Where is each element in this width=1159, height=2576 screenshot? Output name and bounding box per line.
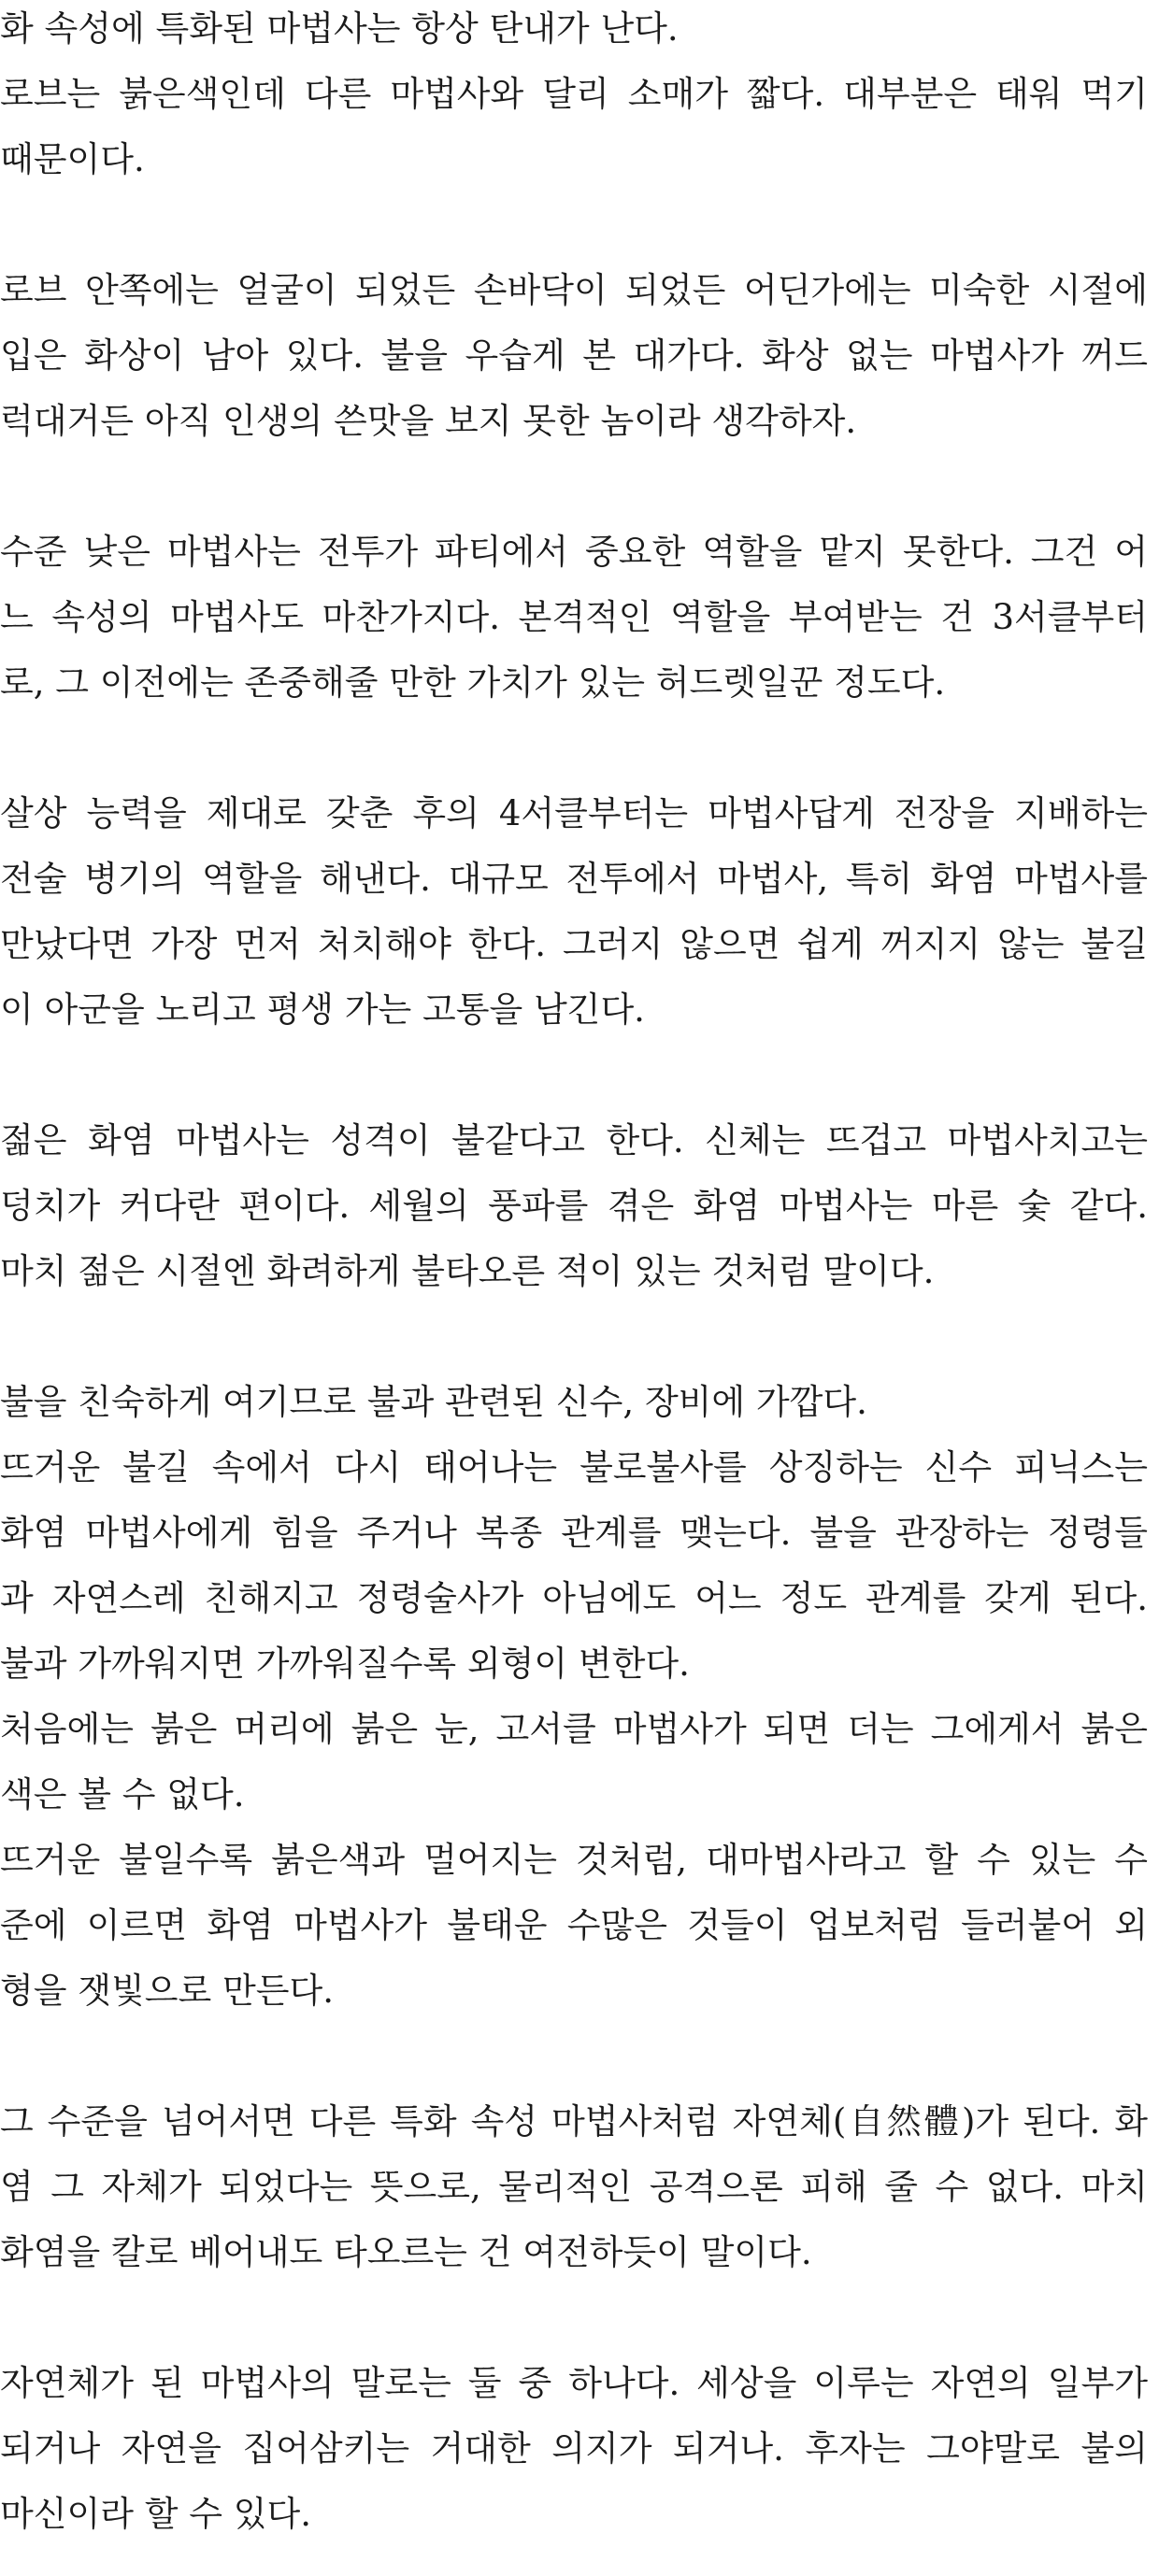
text-line: 마신이라 할 수 있다.	[0, 2494, 311, 2534]
text-line: 로브는 붉은색인데 다른 마법사와 달리 소매가 짧다. 대부분은 태워 먹기	[0, 74, 1148, 114]
text-line: 입은 화상이 남아 있다. 불을 우습게 본 대가다. 화상 없는 마법사가 꺼드	[0, 335, 1148, 376]
text-line: 전술 병기의 역할을 해낸다. 대규모 전투에서 마법사, 특히 화염 마법사를	[0, 859, 1148, 899]
text-line: 염 그 자체가 되었다는 뜻으로, 물리적인 공격으론 피해 줄 수 없다. 마치	[0, 2167, 1148, 2207]
text-line: 과 자연스레 친해지고 정령술사가 아님에도 어느 정도 관계를 갖게 된다.	[0, 1578, 1148, 1618]
text-line: 로, 그 이전에는 존중해줄 만한 가치가 있는 허드렛일꾼 정도다.	[0, 662, 946, 703]
text-line: 형을 잿빛으로 만든다.	[0, 1971, 334, 2011]
text-line: 수준 낮은 마법사는 전투가 파티에서 중요한 역할을 맡지 못한다. 그건 어	[0, 532, 1148, 572]
text-line: 마치 젊은 시절엔 화려하게 불타오른 적이 있는 것처럼 말이다.	[0, 1251, 935, 1291]
text-line: 처음에는 붉은 머리에 붉은 눈, 고서클 마법사가 되면 더는 그에게서 붉은	[0, 1709, 1148, 1749]
text-line: 럭대거든 아직 인생의 쓴맛을 보지 못한 놈이라 생각하자.	[0, 401, 857, 441]
text-line: 만났다면 가장 먼저 처치해야 한다. 그러지 않으면 쉽게 꺼지지 않는 불길	[0, 924, 1148, 964]
text-line: 자연체가 된 마법사의 말로는 둘 중 하나다. 세상을 이루는 자연의 일부가	[0, 2363, 1148, 2403]
text-line: 뜨거운 불일수록 붉은색과 멀어지는 것처럼, 대마법사라고 할 수 있는 수	[0, 1840, 1148, 1880]
text-line: 덩치가 커다란 편이다. 세월의 풍파를 겪은 화염 마법사는 마른 숯 같다.	[0, 1186, 1148, 1226]
text-line: 준에 이르면 화염 마법사가 불태운 수많은 것들이 업보처럼 들러붙어 외	[0, 1905, 1148, 1945]
text-line: 젊은 화염 마법사는 성격이 불같다고 한다. 신체는 뜨겁고 마법사치고는	[0, 1120, 1148, 1160]
text-line: 뜨거운 불길 속에서 다시 태어나는 불로불사를 상징하는 신수 피닉스는	[0, 1447, 1148, 1487]
text-line: 불을 친숙하게 여기므로 불과 관련된 신수, 장비에 가깝다.	[0, 1382, 867, 1422]
text-line: 살상 능력을 제대로 갖춘 후의 4서클부터는 마법사답게 전장을 지배하는	[0, 793, 1148, 833]
text-line: 되거나 자연을 집어삼키는 거대한 의지가 되거나. 후자는 그야말로 불의	[0, 2428, 1148, 2469]
text-line: 느 속성의 마법사도 마찬가지다. 본격적인 역할을 부여받는 건 3서클부터	[0, 597, 1148, 637]
text-line: 화염 마법사에게 힘을 주거나 복종 관계를 맺는다. 불을 관장하는 정령들	[0, 1513, 1148, 1553]
text-line: 로브 안쪽에는 얼굴이 되었든 손바닥이 되었든 어딘가에는 미숙한 시절에	[0, 270, 1148, 310]
text-line: 화염을 칼로 베어내도 타오르는 건 여전하듯이 말이다.	[0, 2232, 812, 2272]
text-line: 화 속성에 특화된 마법사는 항상 탄내가 난다.	[0, 8, 679, 49]
text-line: 불과 가까워지면 가까워질수록 외형이 변한다.	[0, 1644, 690, 1684]
text-line: 색은 볼 수 없다.	[0, 1774, 245, 1815]
text-line: 이 아군을 노리고 평생 가는 고통을 남긴다.	[0, 989, 645, 1030]
text-line: 때문이다.	[0, 139, 145, 179]
text-line: 그 수준을 넘어서면 다른 특화 속성 마법사처럼 자연체(自然體)가 된다. 화	[0, 2101, 1148, 2142]
